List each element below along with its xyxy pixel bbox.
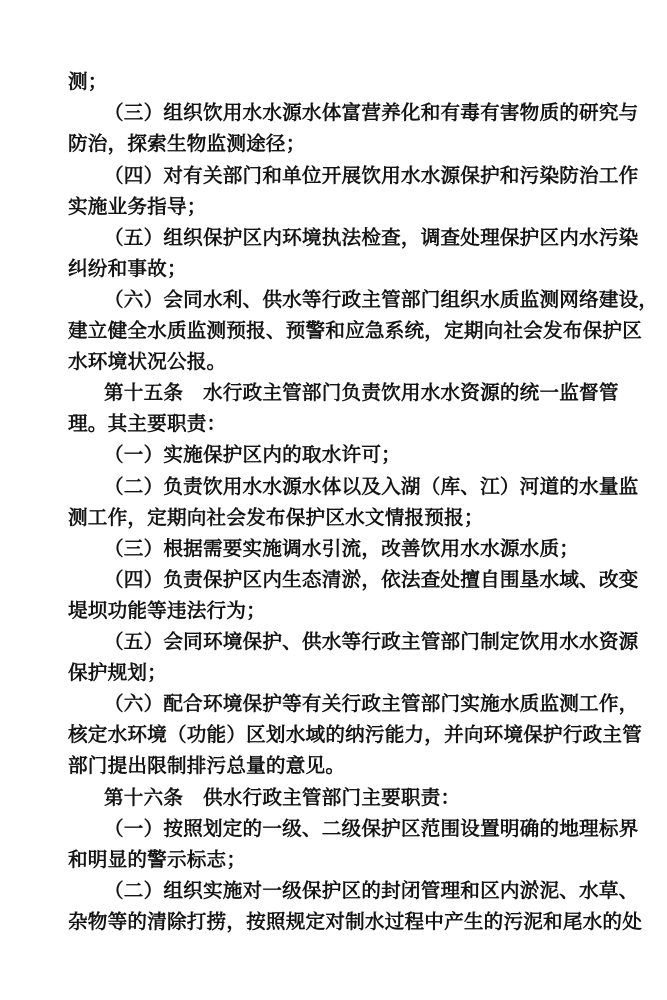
text-line: 核定水环境（功能）区划水域的纳污能力，并向环境保护行政主管	[68, 723, 643, 746]
text-line: （一）按照划定的一级、二级保护区范围设置明确的地理标界	[104, 817, 639, 840]
text-line: 堤坝功能等违法行为；	[68, 599, 266, 622]
text-line: 和明显的警示标志；	[68, 848, 247, 871]
text-line: （二）组织实施对一级保护区的封闭管理和区内淤泥、水草、	[104, 879, 639, 902]
text-line: 保护规划；	[68, 661, 167, 684]
text-line: （四）负责保护区内生态清淤，依法查处擅自围垦水域、改变	[104, 568, 639, 591]
text-line: （二）负责饮用水水源水体以及入湖（库、江）河道的水量监	[104, 475, 639, 498]
text-line: 纠纷和事故；	[68, 257, 187, 280]
text-line: 测工作，定期向社会发布保护区水文情报预报；	[68, 506, 484, 529]
text-line: （五）会同环境保护、供水等行政主管部门制定饮用水水资源	[104, 630, 639, 653]
article-heading-16: 第十六条 供水行政主管部门主要职责：	[104, 786, 461, 809]
text-line: 防治，探索生物监测途径；	[68, 132, 306, 155]
text-line: （四）对有关部门和单位开展饮用水水源保护和污染防治工作	[104, 164, 639, 187]
text-line: 实施业务指导；	[68, 195, 207, 218]
text-line: 测；	[68, 70, 108, 93]
article-heading-15: 第十五条 水行政主管部门负责饮用水水资源的统一监督管	[104, 381, 619, 404]
text-line: （三）组织饮用水水源水体富营养化和有毒有害物质的研究与	[104, 101, 639, 124]
text-line: 水环境状况公报。	[68, 350, 227, 373]
text-line: （五）组织保护区内环境执法检查，调查处理保护区内水污染	[104, 226, 639, 249]
text-line: 部门提出限制排污总量的意见。	[68, 754, 346, 777]
text-line: （六）配合环境保护等有关行政主管部门实施水质监测工作，	[104, 692, 639, 715]
text-line: （三）根据需要实施调水引流，改善饮用水水源水质；	[104, 537, 580, 560]
text-line: 建立健全水质监测预报、预警和应急系统，定期向社会发布保护区	[68, 319, 643, 342]
text-line: （一）实施保护区内的取水许可；	[104, 443, 401, 466]
text-line: 杂物等的清除打捞，按照规定对制水过程中产生的污泥和尾水的处	[68, 910, 643, 933]
text-line: 理。其主要职责：	[68, 412, 227, 435]
text-line: （六）会同水利、供水等行政主管部门组织水质监测网络建设，	[104, 288, 659, 311]
